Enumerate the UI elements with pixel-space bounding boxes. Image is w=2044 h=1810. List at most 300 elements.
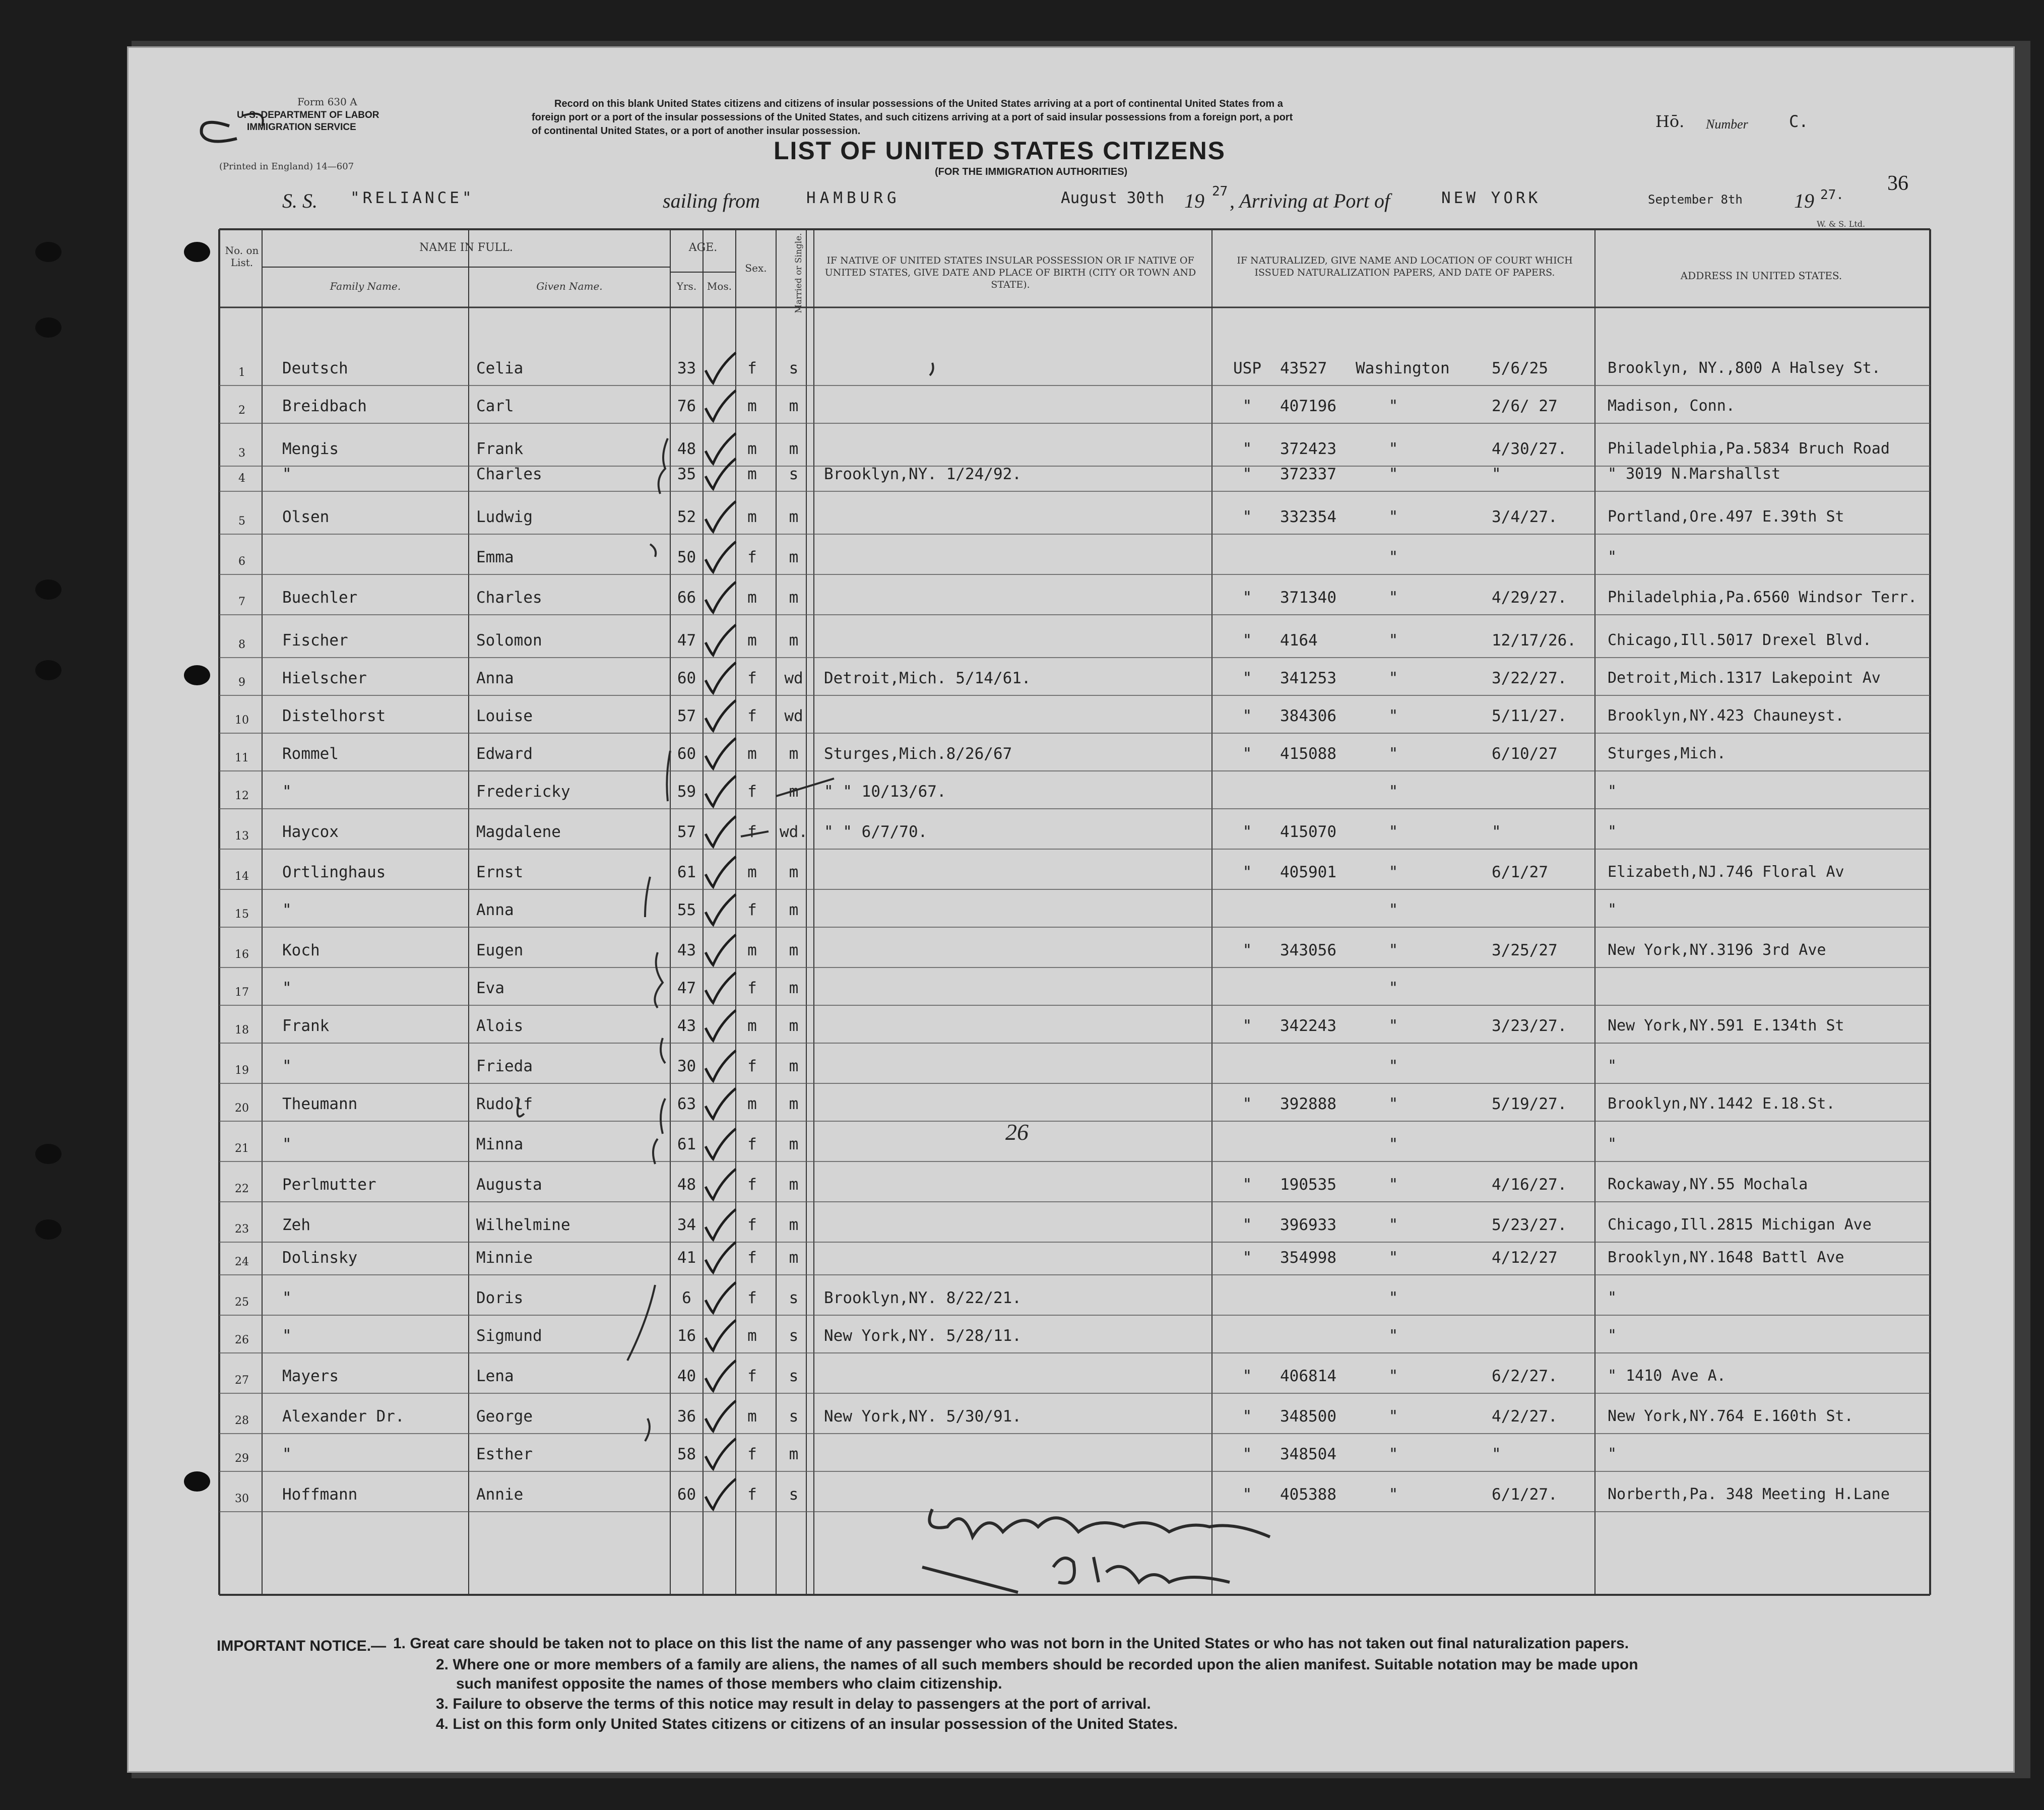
check-mark [706,1088,736,1119]
check-mark [706,1320,736,1350]
naturalization-location: " [1388,783,1398,801]
naturalization-court: " [1242,589,1252,607]
naturalization-court: " [1242,631,1252,650]
sailing-year-prefix: 19 [1184,189,1204,212]
row-number: 5 [238,515,245,528]
age-years: 41 [677,1249,696,1267]
row-number: 18 [235,1024,249,1037]
sex: f [747,901,757,919]
marital-status: m [789,745,799,763]
naturalization-date: 5/23/27. [1492,1216,1567,1234]
check-mark [706,857,736,887]
printed-label: (Printed in England) 14—607 [219,161,354,172]
naturalization-date: 3/25/27 [1492,941,1558,959]
sex: m [747,397,757,415]
sex: f [747,1216,757,1234]
given-name: Anna [476,669,514,687]
header-yrs: Yrs. [676,280,697,292]
family-name: Mayers [282,1367,339,1385]
address: Detroit,Mich.1317 Lakepoint Av [1608,669,1881,687]
check-mark [706,1439,736,1469]
naturalization-number: 415070 [1280,823,1336,841]
naturalization-number: 371340 [1280,589,1336,607]
check-mark [706,1129,736,1159]
naturalization-number: 405388 [1280,1485,1336,1504]
marital-status: s [789,1289,799,1307]
check-mark [706,625,736,655]
marital-status: m [789,1135,799,1153]
marital-status: m [789,941,799,959]
naturalization-number: 348504 [1280,1445,1336,1463]
address: " [1608,901,1617,919]
marital-status: m [789,1176,799,1194]
family-name: Frank [282,1017,330,1035]
marital-status: s [789,359,799,377]
sex: m [747,941,757,959]
address: Portland,Ore.497 E.39th St [1608,508,1844,526]
given-name: Esther [476,1445,533,1463]
ship-name: "RELIANCE" [350,189,475,207]
address: New York,NY.3196 3rd Ave [1608,941,1826,959]
naturalization-date: 3/4/27. [1492,508,1558,526]
family-name: " [282,465,292,483]
age-years: 36 [677,1407,696,1426]
handwritten-26: 26 [1005,1119,1029,1145]
birth-info: Sturges,Mich.8/26/67 [824,745,1012,763]
marital-status: m [789,979,799,997]
age-years: 48 [677,1176,696,1194]
naturalization-number: 405901 [1280,863,1336,881]
header-married: Married or Single. [794,233,804,313]
row-number: 27 [235,1374,249,1387]
address: Philadelphia,Pa.6560 Windsor Terr. [1608,589,1918,606]
family-name: Perlmutter [282,1176,376,1194]
header-naturalized: IF NATURALIZED, GIVE NAME AND LOCATION OF COURT WHICH ISSUED NATURALIZATION PAPERS, AND DATE OF PAPERS. [1237,255,1573,278]
naturalization-location: " [1388,979,1398,997]
given-name: Alois [476,1017,524,1035]
form-number: Form 630 A [297,96,357,108]
age-years: 50 [677,548,696,566]
naturalization-location: " [1388,707,1398,725]
naturalization-court: " [1242,1445,1252,1463]
naturalization-number: 372423 [1280,440,1336,458]
sailing-year: 27 [1212,184,1228,199]
sex: f [747,1445,757,1463]
age-years: 6 [682,1289,691,1307]
notice-item-1: 1. Great care should be taken not to place on this list the name of any passenger who was not born in the United States or who has not taken out final naturalization papers. [393,1635,1629,1652]
check-mark [706,816,736,847]
row-number: 21 [235,1142,249,1155]
naturalization-number: 396933 [1280,1216,1336,1234]
naturalization-date: 4/2/27. [1492,1407,1558,1426]
age-years: 33 [677,359,696,377]
naturalization-location: " [1388,941,1398,959]
arrival-date: September 8th [1648,192,1743,207]
age-years: 16 [677,1327,696,1345]
naturalization-date: " [1492,823,1501,841]
family-name: " [282,1135,292,1153]
naturalization-court: " [1242,745,1252,763]
age-years: 66 [677,589,696,607]
sailing-label: sailing from [663,189,760,212]
sex: f [747,669,757,687]
naturalization-number: 372337 [1280,465,1336,483]
family-name: " [282,783,292,801]
given-name: Solomon [476,631,542,650]
naturalization-location: " [1388,745,1398,763]
given-name: Annie [476,1485,524,1504]
address: Chicago,Ill.2815 Michigan Ave [1608,1216,1872,1234]
naturalization-court: " [1242,669,1252,687]
sex: f [747,783,757,801]
check-mark [706,738,736,768]
naturalization-location: " [1388,1249,1398,1267]
sex: f [747,707,757,725]
marital-status: s [789,465,799,483]
sex: m [747,508,757,526]
age-years: 61 [677,863,696,881]
given-name: Fredericky [476,783,570,801]
naturalization-number: 354998 [1280,1249,1336,1267]
address: " [1608,823,1617,841]
family-name: " [282,979,292,997]
naturalization-date: 4/30/27. [1492,440,1567,458]
notice-item-2a: 2. Where one or more members of a family are aliens, the names of all such members should be recorded upon the alien manifest. Suitable notation may be made upon [436,1656,1638,1673]
naturalization-date: 2/6/ 27 [1492,397,1558,415]
naturalization-number: 348500 [1280,1407,1336,1426]
row-number: 2 [238,404,245,417]
sex: f [747,1367,757,1385]
department-label: U. S. DEPARTMENT OF LABOR [237,110,379,120]
naturalization-date: 3/23/27. [1492,1017,1567,1035]
age-years: 59 [677,783,696,801]
family-name: " [282,901,292,919]
marital-status: m [789,901,799,919]
address: New York,NY.591 E.134th St [1608,1017,1844,1035]
given-name: Eva [476,979,504,997]
address: " [1608,1445,1617,1463]
family-name: " [282,1327,292,1345]
age-years: 30 [677,1057,696,1075]
arrival-year-prefix: 19 [1794,189,1814,212]
naturalization-location: " [1388,823,1398,841]
age-years: 60 [677,669,696,687]
age-years: 60 [677,1485,696,1504]
address: " [1608,1057,1617,1075]
naturalization-court: " [1242,1095,1252,1113]
given-name: Anna [476,901,514,919]
naturalization-number: 43527 [1280,359,1327,377]
given-name: Edward [476,745,533,763]
age-years: 76 [677,397,696,415]
naturalization-location: " [1388,1017,1398,1035]
ss-label: S. S. [282,189,317,212]
row-number: 23 [235,1223,249,1236]
check-mark [706,700,736,731]
age-years: 47 [677,979,696,997]
page-number: 36 [1887,172,1908,195]
naturalization-court: " [1242,508,1252,526]
naturalization-location: " [1388,1216,1398,1234]
check-mark [706,973,736,1003]
given-name: Ludwig [476,508,533,526]
page-subtitle: (FOR THE IMMIGRATION AUTHORITIES) [935,166,1128,177]
naturalization-location: " [1388,1407,1398,1426]
page-title: LIST OF UNITED STATES CITIZENS [774,137,1226,165]
naturalization-date: 5/11/27. [1492,707,1567,725]
sex: f [747,823,757,841]
check-mark [706,391,736,421]
check-mark [706,1051,736,1081]
row-number: 4 [238,472,245,485]
naturalization-location: " [1388,1289,1398,1307]
naturalization-number: 342243 [1280,1017,1336,1035]
sex: m [747,631,757,650]
family-name: Ortlinghaus [282,863,386,881]
service-label: IMMIGRATION SERVICE [247,122,356,133]
address: Brooklyn,NY.1442 E.18.St. [1608,1095,1835,1113]
marital-status: s [789,1485,799,1504]
marital-status: m [789,548,799,566]
family-name: Olsen [282,508,330,526]
address: Norberth,Pa. 348 Meeting H.Lane [1608,1485,1890,1503]
family-name: Theumann [282,1095,358,1113]
naturalization-court: " [1242,1176,1252,1194]
family-name: Hielscher [282,669,367,687]
row-number: 10 [235,714,249,727]
given-name: Minna [476,1135,524,1153]
row-number: 13 [235,830,249,843]
naturalization-number: 343056 [1280,941,1336,959]
marital-status: m [789,863,799,881]
naturalization-number: 341253 [1280,669,1336,687]
family-name: Zeh [282,1216,310,1234]
naturalization-court: " [1242,1017,1252,1035]
arrival-port: NEW YORK [1441,189,1541,207]
given-name: Doris [476,1289,524,1307]
header-family: Family Name. [330,280,401,292]
naturalization-location: " [1388,1095,1398,1113]
row-number: 30 [235,1493,249,1505]
naturalization-court: " [1242,863,1252,881]
check-mark [706,776,736,806]
naturalization-court: " [1242,941,1252,959]
address: Brooklyn, NY.,800 A Halsey St. [1608,359,1881,377]
address: Brooklyn,NY.1648 Battl Ave [1608,1249,1844,1266]
marital-status: m [789,589,799,607]
family-name: Buechler [282,589,358,607]
marital-status: wd. [780,823,808,841]
address: " [1608,548,1617,566]
naturalization-court: USP [1233,359,1261,377]
naturalization-date: 4/29/27. [1492,589,1567,607]
naturalization-date: 3/22/27. [1492,669,1567,687]
number-label: Number [1706,117,1748,132]
marital-status: m [789,1249,799,1267]
naturalization-court: " [1242,465,1252,483]
address: Sturges,Mich. [1608,745,1726,762]
row-number: 29 [235,1452,249,1465]
sex: f [747,1176,757,1194]
family-name: Koch [282,941,320,959]
naturalization-location: " [1388,1135,1398,1153]
birth-info: New York,NY. 5/30/91. [824,1407,1021,1426]
check-mark [706,459,736,489]
naturalization-location: Washington [1356,359,1450,377]
naturalization-number: 4164 [1280,631,1318,650]
sex: m [747,863,757,881]
naturalization-location: " [1388,440,1398,458]
family-name: Mengis [282,440,339,458]
row-number: 7 [238,596,245,608]
address: " [1608,1327,1617,1344]
birth-info: Brooklyn,NY. 1/24/92. [824,465,1021,483]
sex: m [747,1327,757,1345]
marital-status: m [789,1445,799,1463]
check-mark [706,1242,736,1272]
check-mark [706,433,736,464]
given-name: Eugen [476,941,524,959]
marital-status: m [789,1057,799,1075]
marital-status: m [789,1216,799,1234]
age-years: 63 [677,1095,696,1113]
age-years: 57 [677,707,696,725]
age-years: 52 [677,508,696,526]
header-mos: Mos. [707,280,732,292]
given-name: Wilhelmine [476,1216,570,1234]
naturalization-location: " [1388,589,1398,607]
check-mark [706,1209,736,1240]
age-years: 61 [677,1135,696,1153]
naturalization-number: 332354 [1280,508,1336,526]
family-name: Alexander Dr. [282,1407,405,1426]
check-mark [706,1169,736,1199]
naturalization-number: 406814 [1280,1367,1336,1385]
sex: f [747,1249,757,1267]
naturalization-location: " [1388,465,1398,483]
given-name: Celia [476,359,524,377]
naturalization-date: 12/17/26. [1492,631,1576,650]
check-mark [706,1361,736,1391]
header-no: No. on List. [225,244,259,269]
arrival-year: 27. [1820,187,1844,203]
sex: f [747,1057,757,1075]
given-name: Rudolf [476,1095,533,1113]
row-number: 15 [235,908,249,921]
row-number: 24 [235,1256,249,1268]
header-name-full: NAME IN FULL. [419,241,513,254]
naturalization-location: " [1388,1327,1398,1345]
given-name: Charles [476,465,542,483]
row-number: 3 [238,447,245,460]
naturalization-date: 4/12/27 [1492,1249,1558,1267]
row-number: 16 [235,948,249,961]
age-years: 35 [677,465,696,483]
family-name: Rommel [282,745,339,763]
given-name: Augusta [476,1176,542,1194]
marital-status: m [789,631,799,650]
naturalization-court: " [1242,1407,1252,1426]
sex: m [747,1017,757,1035]
age-years: 43 [677,941,696,959]
family-name: " [282,1289,292,1307]
header-age: AGE. [688,241,718,254]
row-number: 1 [238,366,245,379]
sex: f [747,548,757,566]
check-mark [706,1401,736,1431]
check-mark [706,1282,736,1313]
naturalization-location: " [1388,1176,1398,1194]
address: Elizabeth,NJ.746 Floral Av [1608,863,1844,881]
row-number: 12 [235,790,249,802]
naturalization-location: " [1388,397,1398,415]
family-name: " [282,1445,292,1463]
age-years: 40 [677,1367,696,1385]
naturalization-location: " [1388,1367,1398,1385]
family-name: Hoffmann [282,1485,358,1504]
marital-status: m [789,440,799,458]
header-sex: Sex. [745,262,767,274]
address: Brooklyn,NY.423 Chauneyst. [1608,707,1844,725]
given-name: Frieda [476,1057,533,1075]
number-prefix: Нō. [1655,112,1685,131]
notice-item-4: 4. List on this form only United States citizens or citizens of an insular possession of the United States. [436,1716,1178,1732]
family-name: Haycox [282,823,339,841]
arriving-label: , Arriving at Port of [1230,189,1390,212]
age-years: 57 [677,823,696,841]
family-name: Deutsch [282,359,348,377]
naturalization-date: 6/1/27. [1492,1485,1558,1504]
check-mark [706,542,736,572]
sailing-date: August 30th [1061,189,1165,207]
instructions-line-2: foreign port or a port of the insular possessions of the United States, and such citizens arriving at a port of said insular possessions from a foreign port, a port [532,112,1293,123]
row-number: 6 [238,555,245,568]
sex: m [747,440,757,458]
given-name: Ernst [476,863,524,881]
instructions-line-3: of continental United States, or a port of another insular possession. [532,125,861,137]
naturalization-date: " [1492,1445,1501,1463]
marital-status: wd [784,707,803,725]
address: " 3019 N.Marshallst [1608,465,1781,483]
address: " [1608,783,1617,800]
marital-status: m [789,1017,799,1035]
row-number: 11 [235,752,249,764]
address: New York,NY.764 E.160th St. [1608,1407,1854,1425]
sex: f [747,1135,757,1153]
given-name: George [476,1407,533,1426]
naturalization-court: " [1242,440,1252,458]
naturalization-date: 4/16/27. [1492,1176,1567,1194]
sex: f [747,359,757,377]
given-name: Frank [476,440,524,458]
naturalization-location: " [1388,669,1398,687]
sex: m [747,1095,757,1113]
naturalization-location: " [1388,863,1398,881]
naturalization-number: 384306 [1280,707,1336,725]
row-number: 25 [235,1296,249,1309]
header-address: ADDRESS IN UNITED STATES. [1680,270,1842,282]
instructions-line-1: Record on this blank United States citizens and citizens of insular possessions of the United States arriving at a port of continental United States from a [554,98,1283,109]
check-mark [706,582,736,612]
sex: m [747,745,757,763]
birth-info: " " 6/7/70. [824,823,928,841]
address: Philadelphia,Pa.5834 Bruch Road [1608,440,1890,458]
sex: f [747,1289,757,1307]
age-years: 55 [677,901,696,919]
naturalization-number: 190535 [1280,1176,1336,1194]
naturalization-court: " [1242,707,1252,725]
marital-status: m [789,397,799,415]
